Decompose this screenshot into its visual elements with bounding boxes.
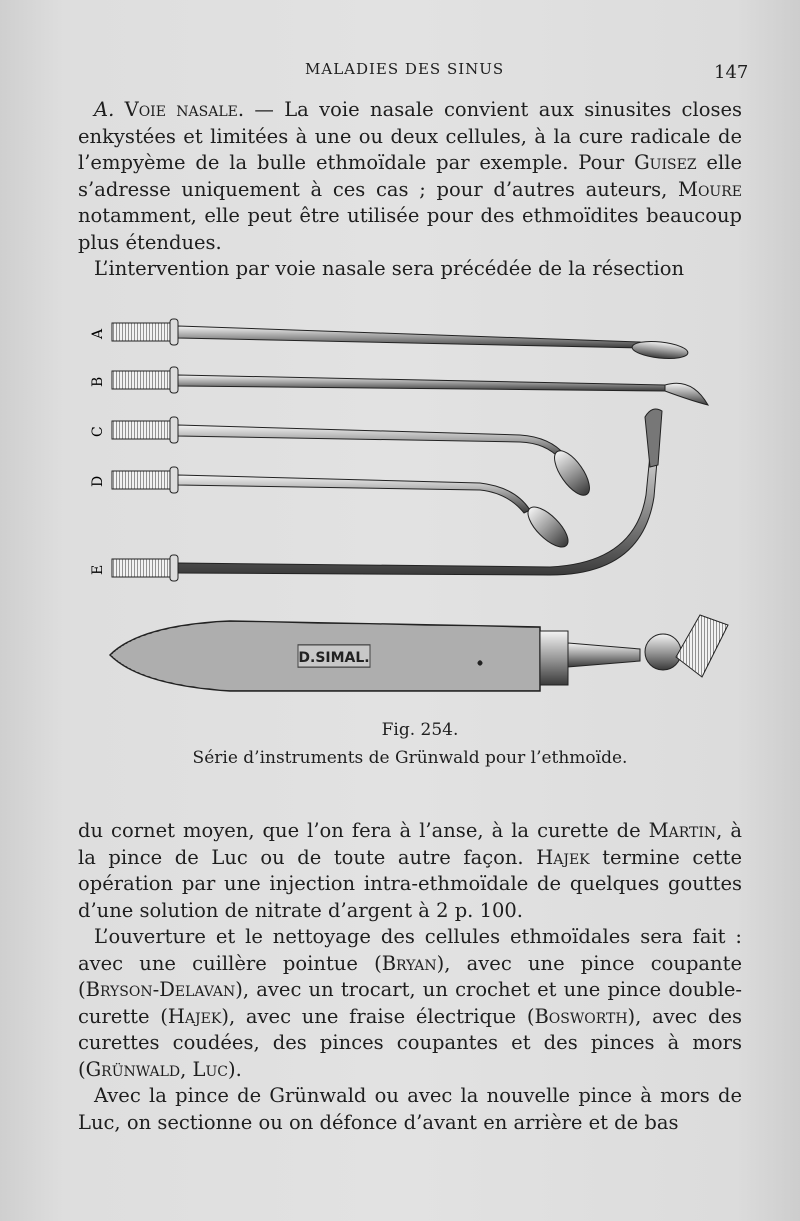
text-run: ), avec une pince coupante (	[78, 951, 742, 1001]
author-name: Bosworth	[534, 1004, 628, 1028]
section-title: Voie nasale.	[124, 98, 245, 121]
author-name: Moure	[677, 177, 742, 201]
text-run: ), avec un trocart, un crochet et une pince double-curette (	[78, 978, 742, 1028]
author-name: Bryson-Delavan	[85, 978, 236, 1001]
author-name: Luc	[192, 1057, 228, 1081]
text-run: du cornet moyen, que l’on fera à l’anse, à la curette de	[78, 819, 649, 842]
paragraph-cornet	[78, 818, 742, 924]
author-name: Martin	[648, 819, 717, 842]
label-c: C	[90, 426, 106, 437]
text-run: , à la pince de Luc ou de toute autre façon.	[78, 819, 742, 869]
instrument-figure	[80, 305, 740, 715]
text-run: ).	[227, 1057, 242, 1081]
author-name: Bryan	[381, 951, 437, 975]
running-title: MALADIES DES SINUS	[305, 60, 505, 78]
instrument-a	[112, 319, 689, 361]
text-run: termine cette opération par une injection intra-ethmoïdale de quelques gouttes d’une solution de nitrate d’argent à 2 p. 100.	[78, 845, 742, 922]
author-name: Grünwald	[85, 1057, 181, 1081]
instrument-d	[112, 467, 574, 553]
label-e: E	[90, 564, 106, 575]
label-d: D	[90, 475, 106, 487]
maker-mark: D.SIMAL.	[298, 650, 370, 666]
instrument-handle	[110, 615, 728, 691]
text-run: — La voie nasale convient aux sinusites closes enkystées et limitées à une ou deux cellules, à la cure radicale de l’empyème de la bulle ethmoïdale par exemple. Pour	[78, 98, 742, 174]
paragraph-intervention: L’intervention par voie nasale sera précédée de la résection	[94, 257, 685, 280]
text-run: elle s’adresse uniquement à ces cas ; pour d’autres auteurs,	[78, 151, 742, 201]
label-b: B	[90, 376, 106, 387]
text-run: ), avec des curettes coudées, des pinces coupantes et des pinces à mors (	[78, 1004, 742, 1081]
text-run: ), avec une fraise électrique (	[221, 1004, 535, 1028]
figure-number: Fig. 254.	[381, 720, 459, 740]
body-text	[78, 818, 742, 1136]
intro-text	[78, 97, 742, 283]
author-name: Guisez	[634, 151, 697, 174]
text-run: ,	[180, 1057, 193, 1081]
paragraph-voie-nasale	[78, 97, 742, 256]
paragraph-pince: Avec la pince de Grünwald ou avec la nouvelle pince à mors de Luc, on sectionne ou on défonce d’avant en arrière et de bas	[78, 1084, 742, 1134]
instrument-b	[112, 367, 708, 405]
text-run: L’ouverture et le nettoyage des cellules ethmoïdales sera fait : avec une cuillère pointue (	[78, 925, 742, 975]
instrument-illustration	[80, 305, 740, 715]
page-number: 147	[714, 62, 749, 83]
page-header	[0, 58, 800, 88]
author-name: Hajek	[167, 1004, 222, 1028]
figure-caption: Série d’instruments de Grünwald pour l’ethmoïde.	[192, 748, 628, 768]
label-a: A	[90, 328, 106, 339]
text-run: notamment, elle peut être utilisée pour des ethmoïdites beaucoup plus étendues.	[78, 204, 742, 254]
section-label: A.	[94, 98, 115, 121]
author-name: Hajek	[536, 845, 590, 869]
paragraph-ouverture	[78, 924, 742, 1083]
